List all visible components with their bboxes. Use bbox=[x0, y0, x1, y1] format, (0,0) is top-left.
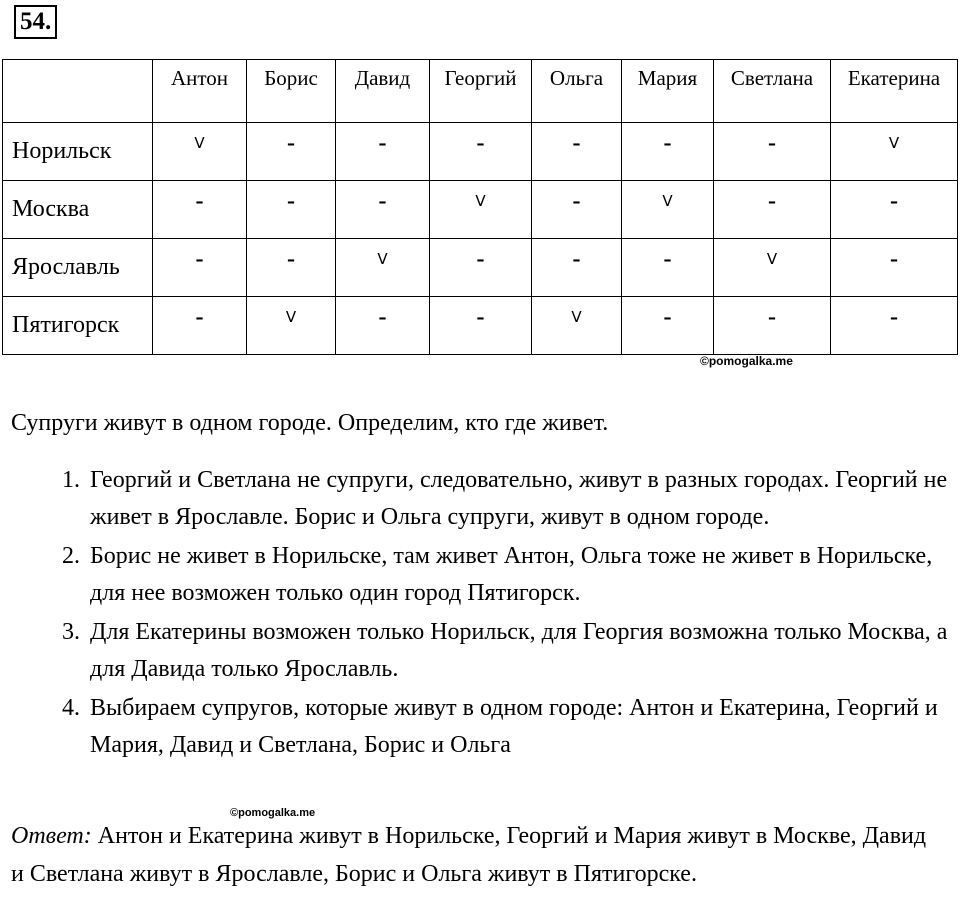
table-cell bbox=[153, 123, 247, 181]
table-cell bbox=[831, 123, 958, 181]
column-header: Мария bbox=[622, 60, 714, 123]
table-row bbox=[3, 239, 958, 297]
table-row bbox=[3, 123, 958, 181]
column-header: Георгий bbox=[430, 60, 532, 123]
table-header-row bbox=[3, 60, 958, 123]
row-header-city: Москва bbox=[3, 181, 153, 239]
table-cell bbox=[831, 239, 958, 297]
dash-mark: - bbox=[890, 304, 898, 330]
table-cell bbox=[247, 297, 336, 355]
check-mark: V bbox=[285, 308, 297, 326]
dash-mark: - bbox=[476, 304, 485, 330]
dash-mark: - bbox=[195, 188, 204, 214]
check-mark: V bbox=[662, 192, 673, 210]
intro-text: Супруги живут в одном городе. Определим, кто где живет. bbox=[11, 410, 609, 436]
table-cell bbox=[430, 297, 532, 355]
row-header-city: Ярославль bbox=[3, 239, 153, 297]
dash-mark: - bbox=[663, 246, 672, 272]
table-cell bbox=[336, 123, 430, 181]
dash-mark: - bbox=[195, 304, 204, 330]
dash-mark: - bbox=[572, 130, 581, 156]
list-item: 2. Борис не живет в Норильске, там живет Антон, Ольга тоже не живет в Норильске, для нее возможен только один город Пятигорск. bbox=[86, 538, 960, 612]
list-item: 4. Выбираем супругов, которые живут в одном городе: Антон и Екатерина, Георгий и Мария, Давид и Светлана, Борис и Ольга bbox=[86, 690, 960, 764]
names-cities-table bbox=[2, 59, 958, 355]
dash-mark: - bbox=[378, 130, 387, 156]
table-cell bbox=[532, 123, 622, 181]
column-header: Екатерина bbox=[831, 60, 958, 123]
table-cell bbox=[532, 181, 622, 239]
table-cell bbox=[336, 239, 430, 297]
dash-mark: - bbox=[663, 130, 672, 156]
dash-mark: - bbox=[572, 246, 581, 272]
column-header: Борис bbox=[247, 60, 336, 123]
column-header: Ольга bbox=[532, 60, 622, 123]
list-item: 1. Георгий и Светлана не супруги, следовательно, живут в разных городах. Георгий не живет в Ярославле. Борис и Ольга супруги, живут в одном городе. bbox=[86, 462, 960, 536]
check-mark: V bbox=[475, 192, 486, 210]
dash-mark: - bbox=[195, 246, 204, 272]
table-cell bbox=[622, 123, 714, 181]
check-mark: V bbox=[377, 250, 388, 268]
table-cell bbox=[714, 239, 831, 297]
dash-mark: - bbox=[890, 246, 898, 272]
check-mark: V bbox=[766, 250, 778, 268]
dash-mark: - bbox=[768, 304, 776, 330]
table-cell bbox=[247, 239, 336, 297]
table-cell bbox=[622, 239, 714, 297]
answer-text: Антон и Екатерина живут в Норильске, Георгий и Мария живут в Москве, Давид и Светлана живут в Ярославле, Борис и Ольга живут в Пятигорске. bbox=[11, 823, 927, 887]
table-cell bbox=[831, 297, 958, 355]
table-cell bbox=[153, 297, 247, 355]
watermark: ©pomogalka.me bbox=[700, 354, 793, 368]
table-cell bbox=[714, 123, 831, 181]
row-header-city: Норильск bbox=[3, 123, 153, 181]
table-cell bbox=[430, 181, 532, 239]
column-header: Антон bbox=[153, 60, 247, 123]
dash-mark: - bbox=[768, 188, 776, 214]
row-header-city: Пятигорск bbox=[3, 297, 153, 355]
check-mark: V bbox=[571, 308, 582, 326]
table-cell bbox=[622, 297, 714, 355]
solution-steps bbox=[44, 462, 960, 766]
table-row bbox=[3, 297, 958, 355]
dash-mark: - bbox=[476, 246, 485, 272]
check-mark: V bbox=[888, 134, 900, 152]
dash-mark: - bbox=[287, 246, 295, 272]
dash-mark: - bbox=[287, 188, 295, 214]
dash-mark: - bbox=[572, 188, 581, 214]
dash-mark: - bbox=[768, 130, 776, 156]
table-row bbox=[3, 181, 958, 239]
table-cell bbox=[153, 181, 247, 239]
table-cell bbox=[532, 239, 622, 297]
column-header: Давид bbox=[336, 60, 430, 123]
table-cell bbox=[336, 297, 430, 355]
watermark: ©pomogalka.me bbox=[230, 807, 316, 819]
dash-mark: - bbox=[287, 130, 295, 156]
table-cell bbox=[714, 181, 831, 239]
table-cell bbox=[153, 239, 247, 297]
task-number-badge: 54. bbox=[14, 5, 57, 39]
table-cell bbox=[247, 181, 336, 239]
dash-mark: - bbox=[378, 188, 387, 214]
dash-mark: - bbox=[663, 304, 672, 330]
table-cell bbox=[622, 181, 714, 239]
table-cell bbox=[831, 181, 958, 239]
table-cell bbox=[247, 123, 336, 181]
answer-label: Ответ: bbox=[11, 823, 92, 849]
column-header: Светлана bbox=[714, 60, 831, 123]
list-item: 3. Для Екатерины возможен только Норильск, для Георгия возможна только Москва, а для Давида только Ярославль. bbox=[86, 614, 960, 688]
table-cell bbox=[430, 123, 532, 181]
table-cell bbox=[714, 297, 831, 355]
corner-cell bbox=[3, 60, 153, 123]
dash-mark: - bbox=[378, 304, 387, 330]
check-mark: V bbox=[194, 134, 205, 152]
answer-paragraph bbox=[11, 817, 931, 893]
dash-mark: - bbox=[890, 188, 898, 214]
dash-mark: - bbox=[476, 130, 485, 156]
table-cell bbox=[336, 181, 430, 239]
table-cell bbox=[532, 297, 622, 355]
table-cell bbox=[430, 239, 532, 297]
